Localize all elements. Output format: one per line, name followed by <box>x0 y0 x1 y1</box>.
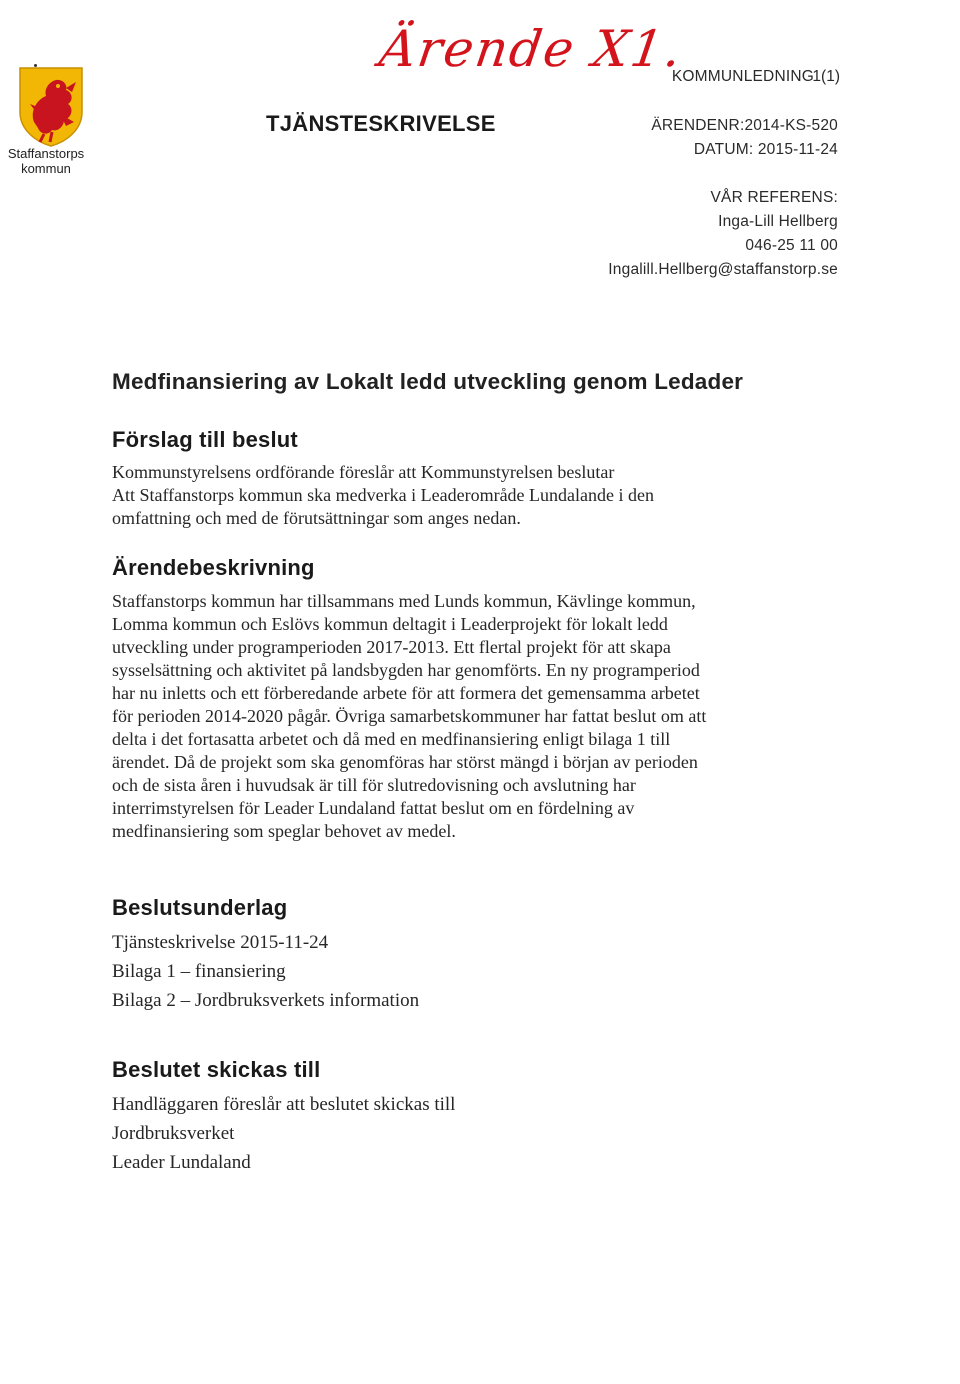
list-item: Tjänsteskrivelse 2015-11-24 <box>112 932 329 953</box>
beslutet-skickas-list <box>112 1090 455 1177</box>
staffanstorp-coat-of-arms-logo <box>16 64 86 148</box>
beslutsunderlag-list <box>112 928 419 1015</box>
paragraph-line: omfattning och med de förutsättningar som anges nedan. <box>112 508 521 528</box>
document-date: DATUM: 2015-11-24 <box>693 141 838 158</box>
paragraph-line: sysselsättning och aktivitet på landsbygden har genomförts. En ny programperiod <box>112 660 700 680</box>
paragraph-line: delta i det fortasatta arbetet och då med en medfinansiering enligt bilaga 1 till <box>112 729 671 749</box>
paragraph-line: för perioden 2014-2020 pågår. Övriga samarbetskommuner har fattat beslut om att <box>112 706 707 726</box>
arendebeskrivning-paragraph <box>112 590 706 843</box>
list-item: Bilaga 1 – finansiering <box>112 961 286 982</box>
reference-phone: 046-25 11 00 <box>745 237 838 254</box>
list-item: Leader Lundaland <box>112 1152 251 1173</box>
list-item: Bilaga 2 – Jordbruksverkets information <box>112 990 420 1011</box>
section-heading-beslutet-skickas: Beslutet skickas till <box>112 1057 321 1082</box>
section-heading-beslutsunderlag: Beslutsunderlag <box>112 895 288 920</box>
municipality-name <box>0 146 92 176</box>
list-item: Handläggaren föreslår att beslutet skickas till <box>112 1094 456 1115</box>
document-type: TJÄNSTESKRIVELSE <box>266 111 496 136</box>
paragraph-line: interrimstyrelsen för Leader Lundaland fattat beslut om en fördelning av <box>112 798 635 818</box>
paragraph-line: har nu inletts och ett förberedande arbete för att formera det gemensamma arbetet <box>112 683 700 703</box>
paragraph-line: Kommunstyrelsens ordförande föreslår att Kommunstyrelsen beslutar <box>112 462 615 482</box>
paragraph-line: medfinansiering som speglar behovet av medel. <box>112 821 456 841</box>
reference-label: VÅR REFERENS: <box>710 189 838 206</box>
reference-email: Ingalill.Hellberg@staffanstorp.se <box>608 261 838 278</box>
page-title: Medfinansiering av Lokalt ledd utveckling genom Ledader <box>112 369 744 394</box>
list-item: Jordbruksverket <box>112 1123 235 1144</box>
reference-name: Inga-Lill Hellberg <box>718 213 838 230</box>
paragraph-line: Att Staffanstorps kommun ska medverka i Leaderområde Lundalande i den <box>112 485 655 505</box>
page-number: 1(1) <box>812 68 840 85</box>
section-heading-forslag: Förslag till beslut <box>112 427 298 452</box>
paragraph-line: Staffanstorps kommun har tillsammans med Lunds kommun, Kävlinge kommun, <box>112 591 696 611</box>
paragraph-line: och de sista åren i huvudsak är till för slutredovisning och avslutning har <box>112 775 636 795</box>
municipality-line-1: Staffanstorps <box>7 146 85 161</box>
handwritten-note: Ärende X1. <box>375 20 687 78</box>
paragraph-line: Lomma kommun och Eslövs kommun deltagit i Leaderprojekt för lokalt ledd <box>112 614 668 634</box>
municipality-line-2: kommun <box>21 161 71 176</box>
case-number: ÄRENDENR:2014-KS-520 <box>651 117 838 134</box>
forslag-paragraph <box>112 461 654 530</box>
paragraph-line: utveckling under programperioden 2017-2013. Ett flertal projekt för att skapa <box>112 637 671 657</box>
section-heading-arendebeskrivning: Ärendebeskrivning <box>112 555 315 580</box>
paragraph-line: ärendet. Då de projekt som ska genomföras har störst mängd i början av perioden <box>112 752 698 772</box>
department-label: KOMMUNLEDNING <box>671 68 814 85</box>
